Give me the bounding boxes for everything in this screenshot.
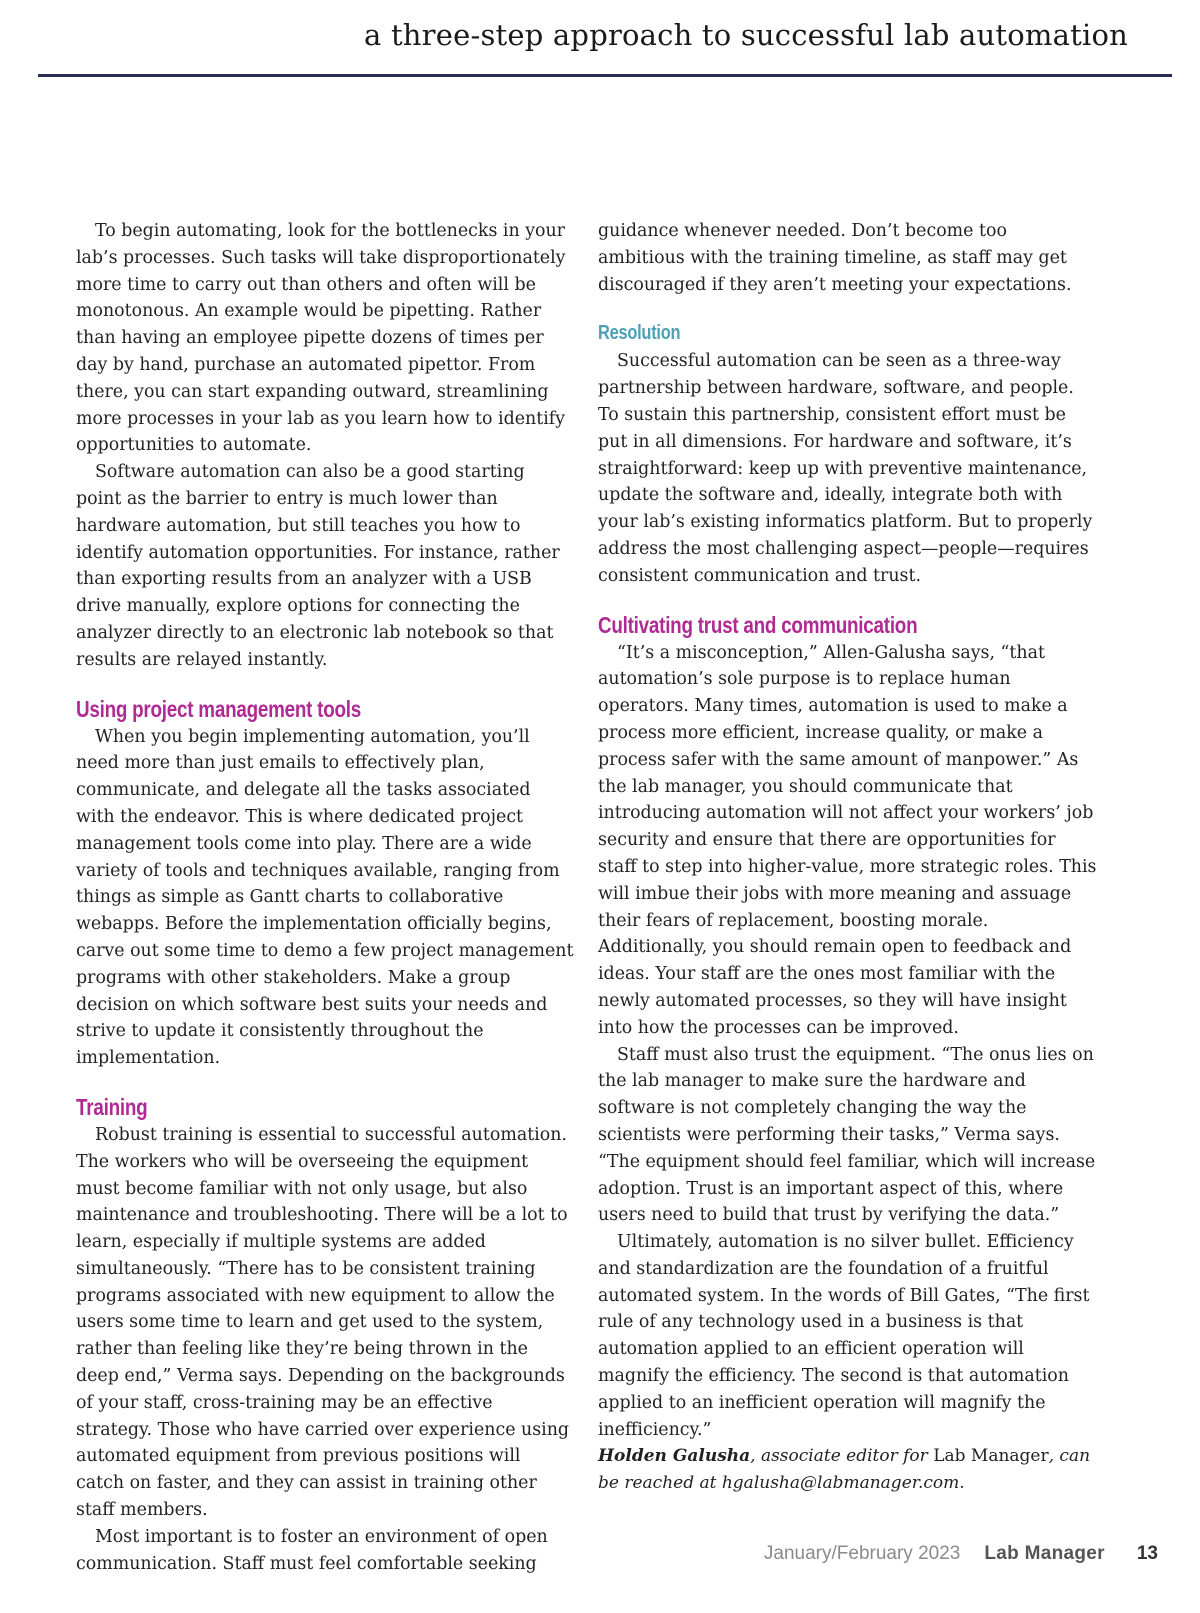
issue-date: January/February 2023 xyxy=(763,1543,961,1564)
author-contact: , can be reached at hgalusha@labmanager.com. xyxy=(598,1446,1091,1494)
section-heading-project-management: Using project management tools xyxy=(76,695,362,722)
body-paragraph: Successful automation can be seen as a three-way partnership between hardware, software, and people. To sustain this partnership, consistent effort must be put in all dimensions. For hardware and software, it’s straightforward: keep up with preventive maintenance, update the software and, ideally, integrate both with your lab’s existing informatics platform. But to properly address the most challenging aspect—people—requires consistent communication and trust. xyxy=(598,351,1093,586)
author-byline xyxy=(598,1443,1098,1497)
body-paragraph: Ultimately, automation is no silver bullet. Efficiency and standardization are the foundation of a fruitful automated system. In the words of Bill Gates, “The first rule of any technology used in a business is that automation applied to an efficient operation will magnify the efficiency. The second is that automation applied to an inefficient operation will magnify the inefficiency.” xyxy=(598,1232,1090,1440)
left-column xyxy=(76,218,574,1577)
header-divider xyxy=(38,74,1172,77)
body-paragraph: Most important is to foster an environment of open communication. Staff must feel comfortable seeking xyxy=(76,1526,548,1574)
body-paragraph-continued: guidance whenever needed. Don’t become too ambitious with the training timeline, as staff may get discouraged if they aren’t meeting your expectations. xyxy=(598,221,1072,295)
section-heading-trust: Cultivating trust and communication xyxy=(598,611,918,638)
body-paragraph: “It’s a misconception,” Allen-Galusha says, “that automation’s sole purpose is to replace human operators. Many times, automation is used to make a process more efficient, increase quality, or make a process safer with the same amount of manpower.” As the lab manager, you should communicate that introducing automation will not affect your workers’ job security and ensure that there are opportunities for staff to step into higher-value, more strategic roles. This will imbue their jobs with more meaning and assuage their fears of replacement, boosting morale. Additionally, you should remain open to feedback and ideas. Your staff are the ones most familiar with the newly automated processes, so they will have insight into how the processes can be improved. xyxy=(598,642,1097,1038)
author-name: Holden Galusha xyxy=(598,1446,751,1467)
magazine-name: Lab Manager xyxy=(984,1543,1105,1564)
body-paragraph: Robust training is essential to successful automation. The workers who will be overseeing the equipment must become familiar with not only usage, but also maintenance and troubleshooting. There will be a lot to learn, especially if multiple systems are added simultaneously. “There has to be consistent training programs associated with new equipment to allow the users some time to learn and get used to the system, rather than feeling like they’re being thrown in the deep end,” Verma says. Depending on the backgrounds of your staff, cross-training may be an effective strategy. Those who have carried over experience using automated equipment from previous positions will catch on faster, and they can assist in training other staff members. xyxy=(76,1124,570,1521)
right-column xyxy=(598,218,1098,1497)
publication-name: Lab Manager xyxy=(933,1446,1049,1467)
section-heading-training: Training xyxy=(76,1093,148,1120)
body-paragraph: To begin automating, look for the bottlenecks in your lab’s processes. Such tasks will take disproportionately more time to carry out than others and often will be monotonous. An example would be pipetting. Rather than having an employee pipette dozens of times per day by hand, purchase an automated pipettor. From there, you can start expanding outward, streamlining more processes in your lab as you learn how to identify opportunities to automate. xyxy=(76,221,566,456)
section-heading-resolution: Resolution xyxy=(598,322,681,345)
page-footer xyxy=(764,1543,1158,1565)
author-role: , associate editor for xyxy=(750,1446,934,1467)
body-paragraph: Software automation can also be a good starting point as the barrier to entry is much lower than hardware automation, but still teaches you how to identify automation opportunities. For instance, rather than exporting results from an analyzer with a USB drive manually, explore options for connecting the analyzer directly to an electronic lab notebook so that results are relayed instantly. xyxy=(76,462,560,670)
body-paragraph: Staff must also trust the equipment. “The onus lies on the lab manager to make sure the hardware and software is not completely changing the way the scientists were performing their tasks,” Verma says. “The equipment should feel familiar, which will increase adoption. Trust is an important aspect of this, where users need to build that trust by verifying the data.” xyxy=(598,1044,1096,1226)
body-paragraph: When you begin implementing automation, you’ll need more than just emails to effectively plan, communicate, and delegate all the tasks associated with the endeavor. This is where dedicated project management tools come into play. There are a wide variety of tools and techniques available, ranging from things as simple as Gantt charts to collaborative webapps. Before the implementation officially begins, carve out some time to demo a few project management programs with other stakeholders. Make a group decision on which software best suits your needs and strive to update it consistently throughout the implementation. xyxy=(76,726,574,1069)
running-header-title: a three-step approach to successful lab automation xyxy=(364,18,1128,52)
page-number: 13 xyxy=(1136,1543,1158,1564)
